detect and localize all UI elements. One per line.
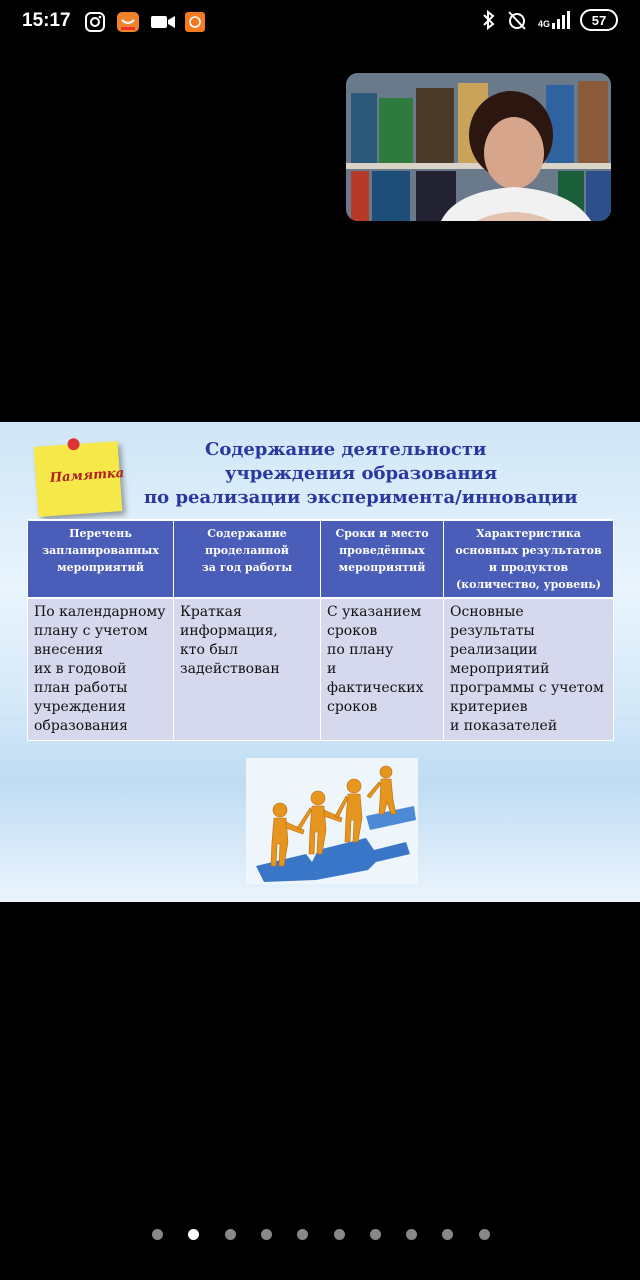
video-frame <box>346 73 611 221</box>
cell-line: учреждения <box>34 699 127 715</box>
signal-icon <box>538 11 570 29</box>
sticky-note <box>34 441 123 517</box>
header-line: Содержание <box>207 527 287 540</box>
header-line: запланированных <box>42 544 159 557</box>
title-line-1: Содержание деятельности <box>205 439 487 460</box>
cell-line: и показателей <box>450 718 558 734</box>
table-cell <box>174 598 321 741</box>
table-cell <box>321 598 444 741</box>
page-dot[interactable] <box>188 1229 199 1240</box>
cell-line: кто был <box>180 642 238 658</box>
cell-line: Основные <box>450 604 524 620</box>
status-time: 15:17 <box>22 10 71 31</box>
battery-level: 57 <box>591 12 607 28</box>
cell-line: сроков <box>327 699 378 715</box>
page-dot[interactable] <box>152 1229 163 1240</box>
header-line: (количество, уровень) <box>455 578 602 591</box>
note-label: Памятка <box>49 465 125 486</box>
status-right <box>482 9 618 31</box>
page-dot[interactable] <box>334 1229 345 1240</box>
battery-icon <box>580 9 618 31</box>
page-dot[interactable] <box>406 1229 417 1240</box>
table-header <box>321 520 444 598</box>
cell-line: по плану <box>327 642 394 658</box>
page-indicator[interactable] <box>0 1229 640 1241</box>
cell-line: Краткая <box>180 604 242 620</box>
table-header <box>174 520 321 598</box>
page-dot[interactable] <box>479 1229 490 1240</box>
cell-line: сроков <box>327 623 378 639</box>
cell-line: По календарному <box>34 604 166 620</box>
page-dot[interactable] <box>225 1229 236 1240</box>
info-table <box>27 519 614 741</box>
cell-line: фактических <box>327 680 424 696</box>
cell-line: информация, <box>180 623 278 639</box>
participant-video[interactable] <box>346 73 611 221</box>
network-label: 4G <box>537 19 550 29</box>
page-dot[interactable] <box>297 1229 308 1240</box>
cell-line: задействован <box>180 661 280 677</box>
header-line: проделанной <box>205 544 289 557</box>
table-cell <box>444 598 614 741</box>
header-line: Сроки и место <box>335 527 429 540</box>
video-camera-icon <box>150 11 176 33</box>
cell-line: результаты <box>450 623 535 639</box>
title-line-3: по реализации эксперимента/инновации <box>144 487 578 508</box>
cell-line: их в годовой <box>34 661 127 677</box>
cell-line: план работы <box>34 680 128 696</box>
bluetooth-icon <box>482 9 496 31</box>
status-bar <box>0 0 640 44</box>
page-dot[interactable] <box>370 1229 381 1240</box>
header-line: основных результатов <box>455 544 602 557</box>
pin-icon <box>67 438 80 451</box>
cell-line: С указанием <box>327 604 422 620</box>
app-icon-orange <box>116 11 140 33</box>
cell-line: мероприятий <box>450 661 550 677</box>
cell-line: внесения <box>34 642 104 658</box>
cell-line: программы с учетом <box>450 680 604 696</box>
table-row <box>28 598 614 741</box>
table-header <box>444 520 614 598</box>
header-line: и продуктов <box>488 561 569 574</box>
cell-line: критериев <box>450 699 528 715</box>
title-line-2: учреждения образования <box>225 463 498 484</box>
instagram-icon <box>84 11 106 33</box>
header-line: Характеристика <box>476 527 581 540</box>
alarm-off-icon <box>506 9 528 31</box>
header-line: мероприятий <box>338 561 426 574</box>
cell-line: образования <box>34 718 128 734</box>
header-line: проведённых <box>339 544 425 557</box>
slide-title <box>130 438 630 510</box>
page-dot[interactable] <box>261 1229 272 1240</box>
cell-line: реализации <box>450 642 538 658</box>
table-header-row <box>28 520 614 598</box>
cell-line: и <box>327 661 337 677</box>
header-line: Перечень <box>69 527 132 540</box>
table-cell <box>28 598 174 741</box>
teamwork-illustration <box>246 758 418 884</box>
presentation-slide[interactable] <box>0 422 640 902</box>
header-line: за год работы <box>201 561 293 574</box>
app-icon-square <box>184 11 206 33</box>
header-line: мероприятий <box>57 561 144 574</box>
table-header <box>28 520 174 598</box>
cell-line: плану с учетом <box>34 623 148 639</box>
page-dot[interactable] <box>442 1229 453 1240</box>
